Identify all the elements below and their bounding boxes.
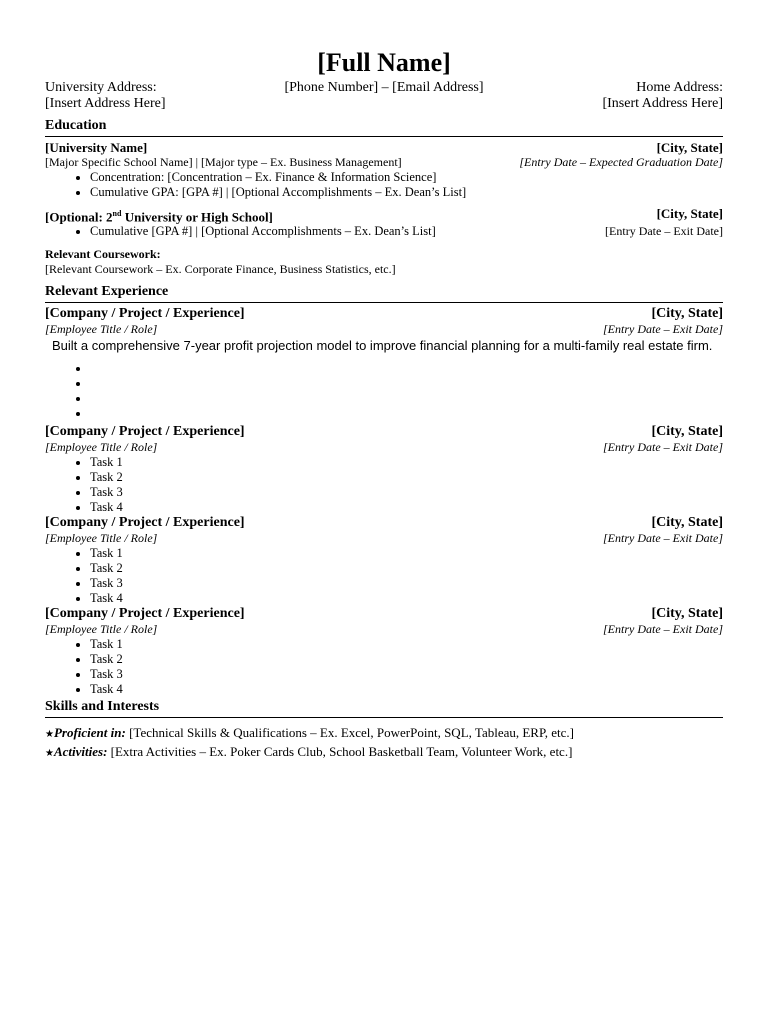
activities-value: [Extra Activities – Ex. Poker Cards Club, School Basketball Team, Volunteer Work, etc.] bbox=[107, 744, 573, 760]
list-item: • Concentration: [Concentration – Ex. Finance & Information Science] bbox=[90, 170, 723, 185]
job-4-role: [Employee Title / Role] bbox=[45, 622, 158, 637]
school-1-bullets bbox=[45, 170, 723, 200]
list-item: • Task 4 bbox=[90, 591, 723, 606]
school-1-location: [City, State] bbox=[656, 140, 723, 155]
coursework-value: [Relevant Coursework – Ex. Corporate Finance, Business Statistics, etc.] bbox=[45, 262, 396, 277]
list-item: • Cumulative [GPA #] | [Optional Accomplishments – Ex. Dean’s List] bbox=[90, 224, 723, 239]
list-item bbox=[90, 361, 723, 376]
proficient-value: [Technical Skills & Qualifications – Ex. Excel, PowerPoint, SQL, Tableau, ERP, etc.] bbox=[125, 725, 574, 741]
job-2-location: [City, State] bbox=[651, 424, 723, 440]
job-4-header-row bbox=[45, 606, 723, 622]
job-4-location: [City, State] bbox=[651, 606, 723, 622]
home-address bbox=[602, 80, 723, 112]
list-item: • Task 2 bbox=[90, 470, 723, 485]
university-address bbox=[45, 80, 166, 112]
coursework bbox=[45, 247, 723, 277]
job-2-dates: [Entry Date – Exit Date] bbox=[603, 440, 723, 455]
list-item: • Task 3 bbox=[90, 576, 723, 591]
job-1-bullets bbox=[45, 361, 723, 421]
job-3-header-row bbox=[45, 515, 723, 531]
home-address-label: Home Address: bbox=[636, 80, 723, 95]
job-1-role: [Employee Title / Role] bbox=[45, 322, 158, 337]
job-1-summary: Built a comprehensive 7-year profit projection model to improve financial planning for a multi-family real estate firm. bbox=[52, 338, 713, 354]
proficient-line bbox=[45, 724, 723, 743]
job-2-role: [Employee Title / Role] bbox=[45, 440, 158, 455]
school-1-detail: [Major Specific School Name] | [Major type – Ex. Business Management] bbox=[45, 155, 402, 169]
job-1-location: [City, State] bbox=[651, 306, 723, 322]
job-4-role-row bbox=[45, 622, 723, 637]
school-1-name: [University Name] bbox=[45, 140, 148, 155]
job-2-role-row bbox=[45, 440, 723, 455]
list-item bbox=[90, 376, 723, 391]
coursework-label: Relevant Coursework: bbox=[45, 247, 161, 262]
activities-line bbox=[45, 743, 723, 762]
list-item bbox=[90, 391, 723, 406]
phone-email: [Phone Number] – [Email Address] bbox=[284, 80, 484, 95]
job-2-header-row bbox=[45, 424, 723, 440]
school-2-name-sup: nd bbox=[112, 209, 122, 218]
job-4-tasks bbox=[45, 637, 723, 697]
school-1-header-row bbox=[45, 140, 723, 155]
school-2 bbox=[45, 206, 723, 239]
proficient-label: Proficient in: bbox=[53, 725, 126, 741]
job-3 bbox=[45, 515, 723, 606]
school-2-name bbox=[45, 206, 273, 224]
job-4-company: [Company / Project / Experience] bbox=[45, 606, 245, 622]
job-2-tasks bbox=[45, 455, 723, 515]
job-3-role-row bbox=[45, 531, 723, 546]
job-3-location: [City, State] bbox=[651, 515, 723, 531]
full-name: [Full Name] bbox=[317, 48, 451, 77]
home-address-value: [Insert Address Here] bbox=[602, 96, 723, 111]
list-item: • Task 1 bbox=[90, 455, 723, 470]
job-4 bbox=[45, 606, 723, 697]
school-2-name-prefix: [Optional: 2 bbox=[45, 209, 113, 225]
university-address-label: University Address: bbox=[45, 80, 157, 95]
list-item: • Task 3 bbox=[90, 667, 723, 682]
university-address-value: [Insert Address Here] bbox=[45, 96, 166, 111]
school-1 bbox=[45, 140, 723, 200]
list-item bbox=[90, 406, 723, 421]
star-icon: ★ bbox=[45, 748, 54, 760]
school-2-header-row bbox=[45, 206, 723, 224]
list-item: • Task 3 bbox=[90, 485, 723, 500]
list-item: • Task 2 bbox=[90, 561, 723, 576]
list-item: • Task 1 bbox=[90, 546, 723, 561]
job-1-dates: [Entry Date – Exit Date] bbox=[603, 322, 723, 337]
job-3-company: [Company / Project / Experience] bbox=[45, 515, 245, 531]
job-1-header-row bbox=[45, 306, 723, 322]
skills-block bbox=[45, 724, 723, 762]
school-2-detail-row bbox=[45, 224, 723, 239]
activities-label: Activities: bbox=[53, 744, 108, 760]
job-3-dates: [Entry Date – Exit Date] bbox=[603, 531, 723, 546]
job-1 bbox=[45, 306, 723, 421]
list-item: • Task 1 bbox=[90, 637, 723, 652]
job-2-company: [Company / Project / Experience] bbox=[45, 424, 245, 440]
job-1-company: [Company / Project / Experience] bbox=[45, 306, 245, 322]
job-3-tasks bbox=[45, 546, 723, 606]
job-1-role-row bbox=[45, 322, 723, 337]
list-item: • Task 4 bbox=[90, 500, 723, 515]
list-item: • Task 2 bbox=[90, 652, 723, 667]
list-item: • Cumulative GPA: [GPA #] | [Optional Accomplishments – Ex. Dean’s List] bbox=[90, 185, 723, 200]
job-4-dates: [Entry Date – Exit Date] bbox=[603, 622, 723, 637]
list-item: • Task 4 bbox=[90, 682, 723, 697]
school-2-dates: [Entry Date – Exit Date] bbox=[605, 224, 723, 239]
experience-heading: Relevant Experience bbox=[45, 284, 723, 303]
skills-heading: Skills and Interests bbox=[45, 699, 723, 718]
job-3-role: [Employee Title / Role] bbox=[45, 531, 158, 546]
school-1-dates: [Entry Date – Expected Graduation Date] bbox=[519, 155, 723, 169]
resume-page bbox=[45, 46, 723, 762]
school-2-name-suffix: University or High School] bbox=[121, 209, 273, 225]
education-heading: Education bbox=[45, 118, 723, 137]
star-icon: ★ bbox=[45, 729, 54, 741]
job-2 bbox=[45, 424, 723, 515]
school-2-location: [City, State] bbox=[656, 206, 723, 221]
school-1-detail-row bbox=[45, 155, 723, 170]
contact-block bbox=[45, 80, 723, 112]
